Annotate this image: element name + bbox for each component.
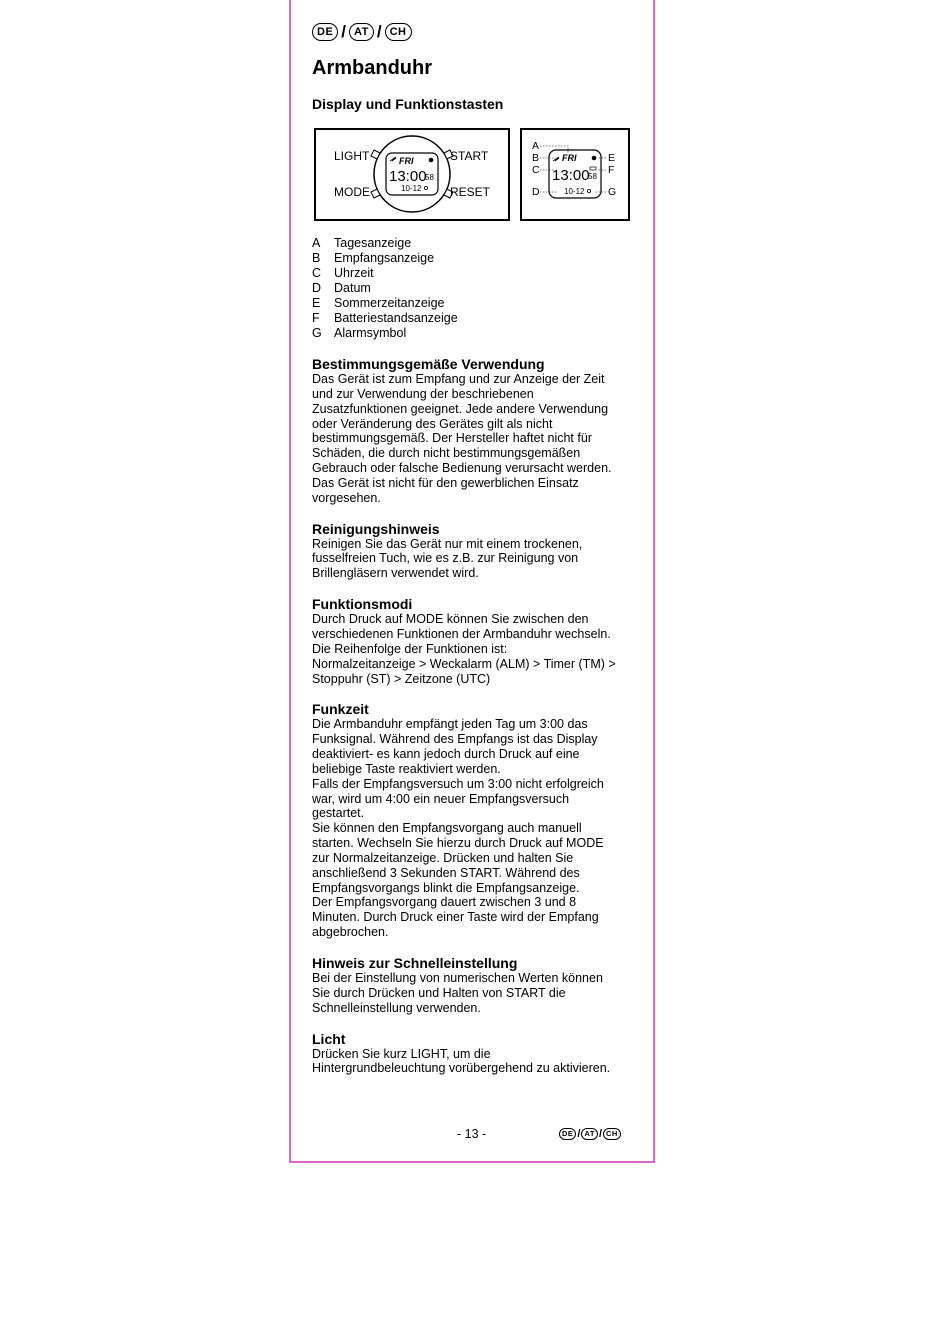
section-light bbox=[312, 1031, 632, 1077]
display-seconds: 58 bbox=[425, 173, 434, 182]
section-heading: Funkzeit bbox=[312, 701, 369, 718]
display-time: 13:00 bbox=[389, 168, 427, 185]
section-quick-setting bbox=[312, 955, 632, 1016]
section-body: Reinigen Sie das Gerät nur mit einem trockenen, fusselfreien Tuch, wie es z.B. zur Reinigung von Brillengläsern verwendet wird. bbox=[312, 536, 583, 581]
section-intended-use bbox=[312, 356, 632, 506]
display-date: 10-12 bbox=[401, 184, 422, 193]
section-cleaning bbox=[312, 521, 632, 582]
section-radio-time bbox=[312, 701, 632, 940]
section-body: Durch Druck auf MODE können Sie zwischen den verschiedenen Funktionen der Armbanduhr wechseln. Die Reihenfolge der Funktionen ist: Normalzeitanzeige > Weckalarm (ALM) > Timer (TM) > Stoppuhr (ST) > Zeitzone (UTC) bbox=[312, 612, 616, 686]
country-badge-ch: CH bbox=[385, 23, 412, 41]
section-heading: Funktionsmodi bbox=[312, 596, 413, 613]
display-legend bbox=[312, 236, 458, 341]
light-button-label: LIGHT bbox=[334, 149, 370, 163]
legend-item: B Empfangsanzeige bbox=[312, 251, 435, 265]
section-heading: Hinweis zur Schnelleinstellung bbox=[312, 955, 518, 971]
reset-button-label: RESET bbox=[450, 185, 491, 199]
text-sections bbox=[312, 356, 632, 1091]
marker-g: G bbox=[608, 186, 617, 198]
legend-item: A Tagesanzeige bbox=[312, 236, 412, 250]
display-time: 13:00 bbox=[552, 167, 590, 184]
legend-item: F Batteriestandsanzeige bbox=[312, 311, 458, 325]
section-body: Das Gerät ist zum Empfang und zur Anzeige der Zeit und zur Verwendung der beschriebenen Zusatzfunktionen geeignet. Jede andere Verwendung oder Veränderung des Gerätes gilt als nicht bestimmungsgemäß. Der Hersteller haftet nicht für Schäden, die durch nicht bestimmungsgemäßen Gebrauch oder falsche Bedienung verursacht werden. Das Gerät ist nicht für den gewerblichen Einsatz vorgesehen. bbox=[312, 372, 612, 505]
display-date: 10-12 bbox=[564, 187, 585, 196]
badge-separator: / bbox=[341, 22, 347, 41]
display-markers-figure bbox=[520, 128, 630, 221]
display-day: FRI bbox=[562, 153, 577, 163]
marker-c: C bbox=[532, 164, 540, 176]
marker-f: F bbox=[608, 164, 615, 176]
section-function-modes bbox=[312, 596, 632, 686]
display-day: FRI bbox=[399, 156, 414, 166]
marker-b: B bbox=[532, 152, 540, 164]
dst-icon bbox=[592, 156, 597, 161]
mode-button-label: MODE bbox=[334, 185, 370, 199]
section-heading: Reinigungshinweis bbox=[312, 520, 440, 537]
badge-separator: / bbox=[376, 22, 382, 41]
section-body: Drücken Sie kurz LIGHT, um die Hintergrundbeleuchtung vorübergehend zu aktivieren. bbox=[312, 1046, 611, 1076]
dst-icon bbox=[429, 158, 434, 163]
watch-buttons-figure bbox=[314, 128, 510, 221]
legend-item: E Sommerzeitanzeige bbox=[312, 296, 445, 310]
section-subtitle: Display und Funktionstasten bbox=[312, 96, 504, 112]
legend-item: D Datum bbox=[312, 281, 371, 295]
display-seconds: 58 bbox=[588, 172, 597, 181]
legend-item: G Alarmsymbol bbox=[312, 326, 407, 340]
marker-e: E bbox=[608, 152, 616, 164]
badge-separator: / bbox=[598, 1128, 602, 1140]
country-badge-at: AT bbox=[581, 1128, 597, 1140]
section-body: Die Armbanduhr empfängt jeden Tag um 3:00 das Funksignal. Während des Empfangs ist das Display deaktiviert- es kann jedoch durch Druck auf eine beliebige Taste reaktiviert werden. Falls der Empfangsversuch um 3:00 nicht erfolgreich war, wird um 4:00 ein neuer Empfangsversuch gestartet. Sie können den Empfangsvorgang auch manuell starten. Wechseln Sie hierzu durch Druck auf MODE zur Normalzeitanzeige. Drücken und halten Sie anschließend 3 Sekunden START. Während des Empfangsvorgangs blinkt die Empfangsanzeige. Der Empfangsvorgang dauert zwischen 3 und 8 Minuten. Durch Druck einer Taste wird der Empfang abgebrochen. bbox=[312, 717, 604, 940]
marker-a: A bbox=[532, 140, 540, 152]
country-badge-de: DE bbox=[559, 1128, 576, 1140]
legend-item: C Uhrzeit bbox=[312, 266, 374, 280]
page-number: - 13 - bbox=[457, 1127, 487, 1141]
section-heading: Bestimmungsgemäße Verwendung bbox=[312, 356, 545, 372]
country-badge-de: DE bbox=[312, 23, 338, 41]
section-heading: Licht bbox=[312, 1030, 346, 1047]
start-button-label: START bbox=[450, 149, 489, 163]
page-title: Armbanduhr bbox=[312, 57, 432, 79]
country-badges bbox=[312, 22, 412, 42]
badge-separator: / bbox=[577, 1128, 581, 1140]
country-badge-at: AT bbox=[349, 23, 374, 41]
section-body: Bei der Einstellung von numerischen Werten können Sie durch Drücken und Halten von START die Schnelleinstellung verwenden. bbox=[312, 971, 603, 1015]
country-badge-ch: CH bbox=[603, 1128, 621, 1140]
marker-d: D bbox=[532, 186, 540, 198]
footer-country-badges bbox=[559, 1128, 621, 1140]
